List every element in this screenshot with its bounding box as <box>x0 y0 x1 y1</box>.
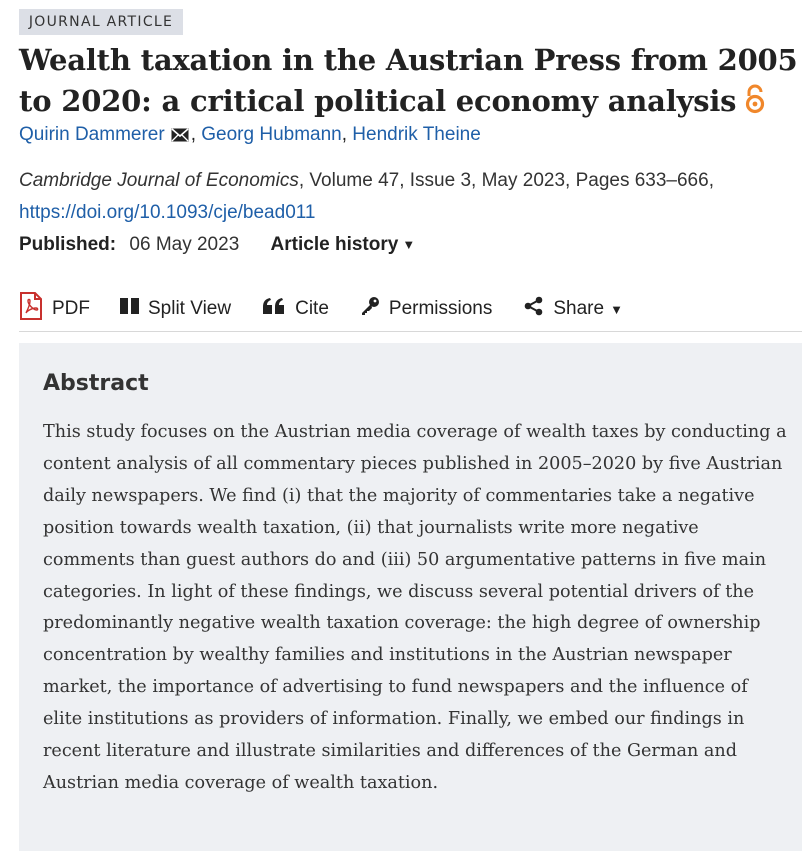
doi-link[interactable]: https://doi.org/10.1093/cje/bead011 <box>19 202 316 223</box>
abstract-heading: Abstract <box>43 371 149 396</box>
published-date: 06 May 2023 <box>129 234 240 255</box>
cite-label: Cite <box>295 298 329 319</box>
split-view-button[interactable] <box>120 298 231 320</box>
article-type-badge: JOURNAL ARTICLE <box>19 9 183 35</box>
pdf-icon <box>19 292 52 326</box>
permissions-button[interactable] <box>360 296 492 322</box>
permissions-label: Permissions <box>388 298 493 319</box>
article-title-text: Wealth taxation in the Austrian Press from 2005 to 2020: a critical political economy analysis <box>19 43 798 118</box>
quote-icon <box>262 297 295 321</box>
abstract-section <box>19 343 802 851</box>
published-label: Published: <box>19 234 117 255</box>
caret-down-icon: ▼ <box>610 301 623 317</box>
author-link-hubmann[interactable]: Georg Hubmann <box>201 124 342 145</box>
author-separator: , <box>341 124 348 145</box>
author-separator: , <box>190 124 196 145</box>
citation-line <box>19 170 714 192</box>
key-icon <box>360 296 389 322</box>
toolbar-divider <box>19 331 802 332</box>
article-history-toggle[interactable] <box>271 234 416 255</box>
split-view-label: Split View <box>148 298 232 319</box>
share-button[interactable] <box>524 296 623 322</box>
article-toolbar <box>19 289 802 329</box>
share-label: Share <box>553 298 605 319</box>
article-title <box>19 40 799 125</box>
author-list <box>19 124 481 148</box>
published-row <box>19 234 415 256</box>
pdf-label: PDF <box>52 298 90 319</box>
abstract-text: This study focuses on the Austrian media coverage of wealth taxes by conducting a content analysis of all commentary pieces published in 2005–2020 by five Austrian daily newspapers. We find (i) that the majority of commentaries take a negative position towards wealth taxation, (ii) that journalists write more negative comments than guest authors do and (iii) 50 argumentative patterns in five main categories. In light of these findings, we discuss several potential drivers of the predominantly negative wealth taxation coverage: the high degree of ownership concentration by wealthy families and institutions in the Austrian newspaper market, the importance of advertising to fund newspapers and the influence of elite institutions as providers of information. Finally, we embed our findings in recent literature and illustrate similarities and differences of the German and Austrian media coverage of wealth taxation. <box>43 422 787 793</box>
journal-name: Cambridge Journal of Economics <box>19 170 299 191</box>
share-icon <box>524 296 553 322</box>
author-link-dammerer[interactable]: Quirin Dammerer <box>19 124 165 145</box>
caret-down-icon: ▼ <box>402 237 416 252</box>
citation-details: , Volume 47, Issue 3, May 2023, Pages 633–666, <box>298 170 714 191</box>
email-icon[interactable] <box>171 126 189 148</box>
cite-button[interactable] <box>262 297 329 321</box>
open-access-icon <box>744 84 766 125</box>
split-view-icon <box>120 298 148 320</box>
author-link-theine[interactable]: Hendrik Theine <box>352 124 481 145</box>
pdf-button[interactable] <box>19 292 90 326</box>
article-history-label: Article history <box>270 234 399 255</box>
